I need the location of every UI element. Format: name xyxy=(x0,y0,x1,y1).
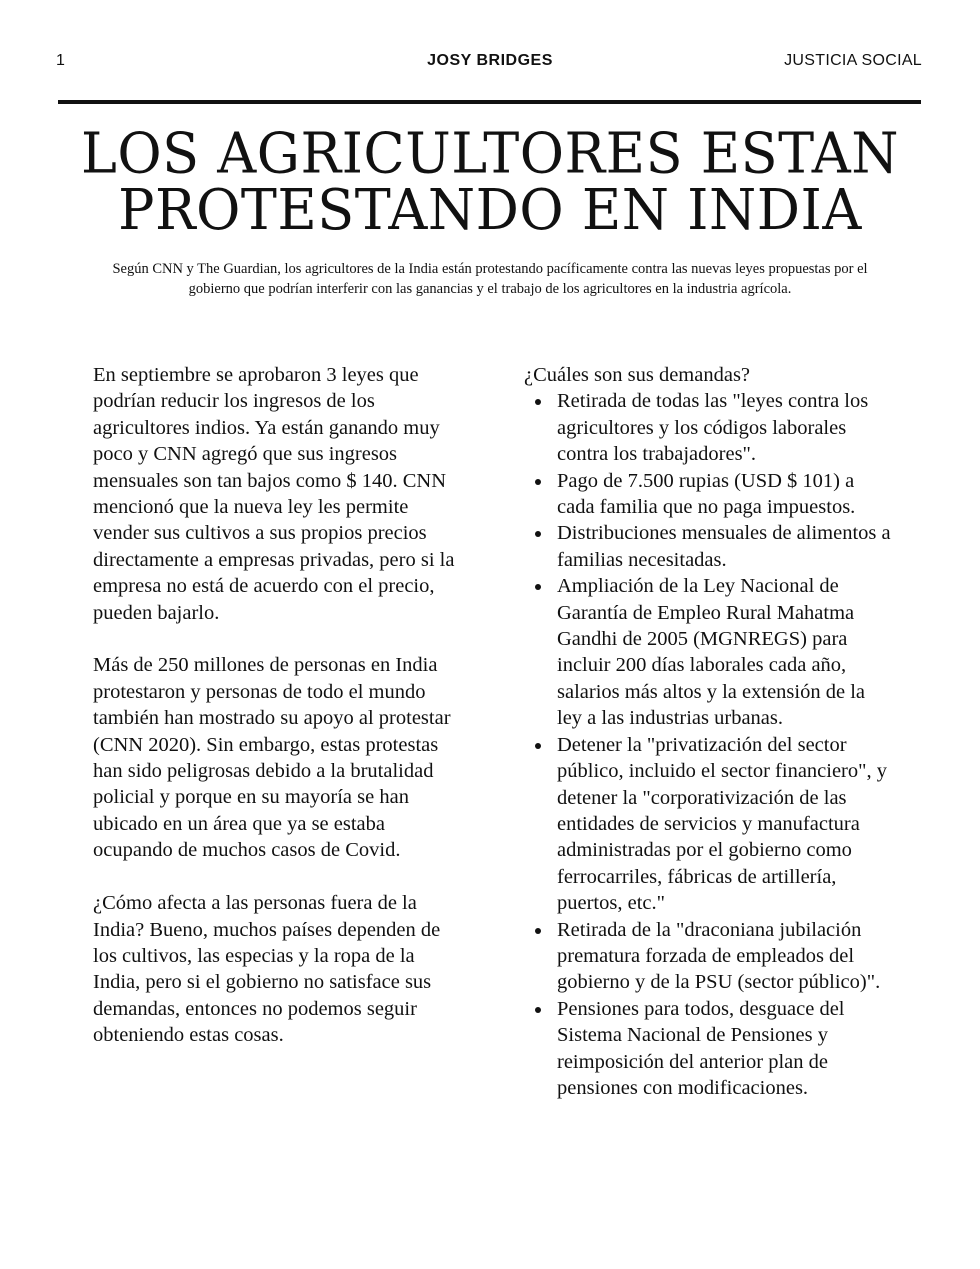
right-column xyxy=(524,362,894,1101)
bullet-icon xyxy=(535,584,541,590)
bullet-icon xyxy=(535,1007,541,1013)
bullet-icon xyxy=(535,479,541,485)
bullet-icon xyxy=(535,928,541,934)
title-line-2: PROTESTANDO EN INDIA xyxy=(118,176,862,243)
demand-item xyxy=(557,468,894,521)
left-column xyxy=(93,362,455,1075)
body-paragraph-3: ¿Cómo afecta a las personas fuera de la India? Bueno, muchos países dependen de los cultivos, las especias y la ropa de la India, pero si el gobierno no satisface sus demandas, entonces no podemos seguir obteniendo estas cosas. xyxy=(93,892,441,1047)
demand-item xyxy=(557,732,894,917)
bullet-icon xyxy=(535,399,541,405)
body-paragraph-2: Más de 250 millones de personas en India protestaron y personas de todo el mundo también han mostrado su apoyo al protestar (CNN 2020). Sin embargo, estas protestas han sido peligrosas debido a la brutalidad policial y porque en su mayoría se han ubicado en un área que ya se estaba ocupando de muchos casos de Covid. xyxy=(93,654,451,862)
author-name: JOSY BRIDGES xyxy=(427,52,553,69)
demand-text: Retirada de todas las "leyes contra los agricultores y los códigos laborales contra los trabajadores". xyxy=(557,390,869,466)
demand-text: Pago de 7.500 rupias (USD $ 101) a cada familia que no paga impuestos. xyxy=(557,469,856,519)
demand-text: Ampliación de la Ley Nacional de Garantía de Empleo Rural Mahatma Gandhi de 2005 (MGNREGS) para incluir 200 días laborales cada año, salarios más altos y la extensión de la ley a las industrias urbanas. xyxy=(557,575,865,730)
demand-text: Retirada de la "draconiana jubilación prematura forzada de empleados del gobierno y de la PSU (sector público)". xyxy=(557,918,881,994)
body-paragraph-1: En septiembre se aprobaron 3 leyes que podrían reducir los ingresos de los agricultores indios. Ya están ganando muy poco y CNN agregó que sus ingresos mensuales son tan bajos como $ 140. CNN mencionó que la nueva ley les permite vender sus cultivos a sus propios precios directamente a empresas privadas, pero si la empresa no está de acuerdo con el precio, pueden bajarlo. xyxy=(93,364,455,624)
bullet-icon xyxy=(535,531,541,537)
demand-item xyxy=(557,917,894,996)
article-subtitle: Según CNN y The Guardian, los agricultores de la India están protestando pacíficamente contra las nuevas leyes propuestas por el gobierno que podrían interferir con las ganancias y el trabajo de los agricultores en la industria agrícola. xyxy=(112,261,868,297)
header-divider xyxy=(58,100,921,104)
demand-text: Distribuciones mensuales de alimentos a familias necesitadas. xyxy=(557,522,891,571)
demands-heading: ¿Cuáles son sus demandas? xyxy=(524,364,751,386)
page-number: 1 xyxy=(56,52,65,69)
page-header xyxy=(0,50,980,74)
article-title xyxy=(40,120,940,243)
bullet-icon xyxy=(535,743,541,749)
title-line-1: LOS AGRICULTORES ESTAN xyxy=(81,120,899,187)
section-label: JUSTICIA SOCIAL xyxy=(784,52,922,69)
demand-text: Detener la "privatización del sector público, incluido el sector financiero", y detener la "corporativización de las entidades de servicios y manufactura administradas por el gobierno como ferrocarriles, fábricas de artillería, puertos, etc." xyxy=(557,733,888,915)
demand-text: Pensiones para todos, desguace del Sistema Nacional de Pensiones y reimposición del anterior plan de pensiones con modificaciones. xyxy=(557,997,845,1099)
demand-item xyxy=(557,388,894,467)
demands-list xyxy=(524,388,894,1101)
demand-item xyxy=(557,996,894,1102)
demand-item xyxy=(557,520,894,573)
demand-item xyxy=(557,573,894,731)
